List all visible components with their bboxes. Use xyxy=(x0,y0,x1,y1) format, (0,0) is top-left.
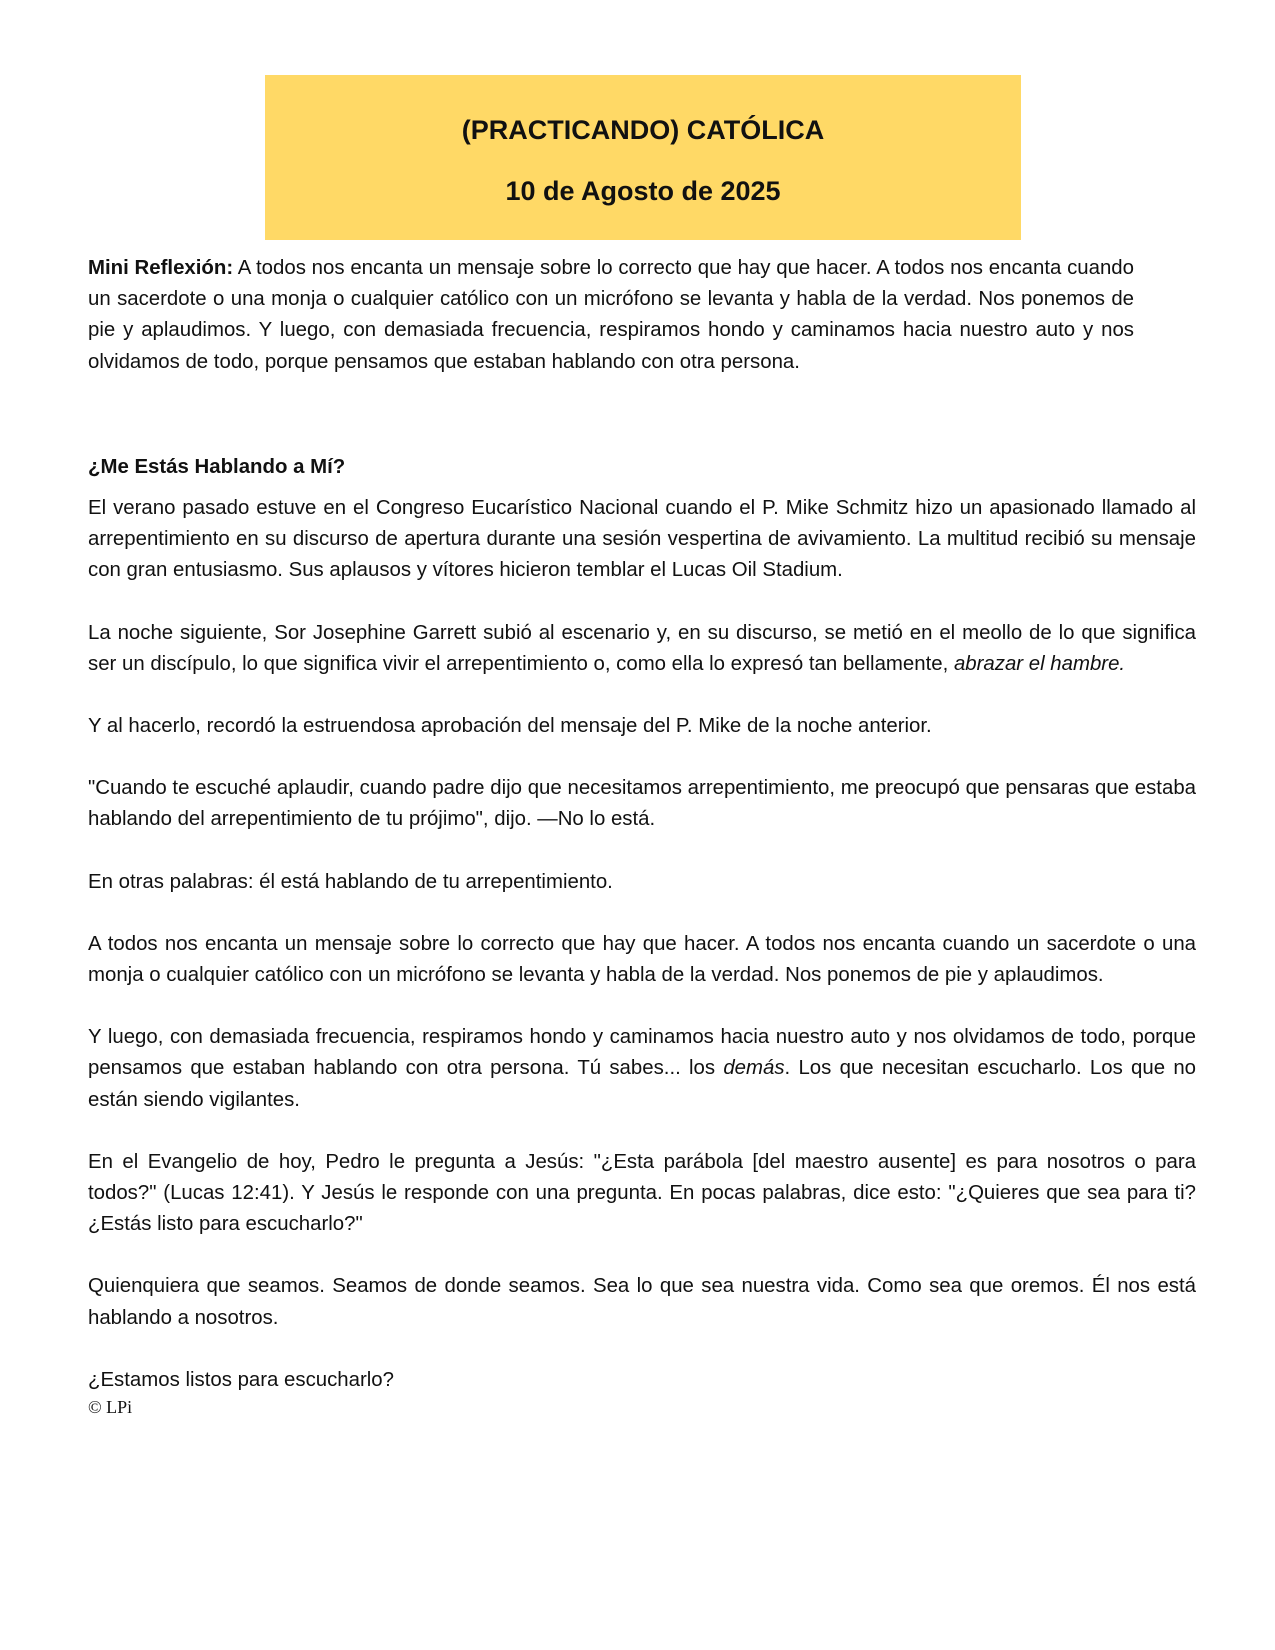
document-body xyxy=(88,253,1196,1418)
article-paragraph-7 xyxy=(88,1022,1196,1116)
spacer xyxy=(88,1116,1196,1147)
article-paragraph-1: El verano pasado estuve en el Congreso Eucarístico Nacional cuando el P. Mike Schmitz hizo un apasionado llamado al arrepentimiento en su discurso de apertura durante una sesión vespertina de avivamiento. La multitud recibió su mensaje con gran entusiasmo. Sus aplausos y vítores hicieron temblar el Lucas Oil Stadium. xyxy=(88,497,1196,582)
article-heading: ¿Me Estás Hablando a Mí? xyxy=(88,455,346,478)
article-paragraph-3: Y al hacerlo, recordó la estruendosa aprobación del mensaje del P. Mike de la noche anterior. xyxy=(88,715,932,738)
spacer xyxy=(88,898,1196,929)
paragraph-7-text-after: . Los que necesitan escucharlo. Los que no están siendo vigilantes. xyxy=(88,1057,1196,1111)
spacer xyxy=(88,483,1196,493)
spacer xyxy=(88,587,1196,618)
spacer xyxy=(88,680,1196,711)
page-title: (PRACTICANDO) CATÓLICA xyxy=(461,115,825,145)
mini-reflection xyxy=(88,253,1134,378)
spacer xyxy=(88,742,1196,773)
spacer xyxy=(88,1240,1196,1271)
article-paragraph-10: ¿Estamos listos para escucharlo? xyxy=(88,1368,394,1391)
paragraph-7-text-before: Y luego, con demasiada frecuencia, respiramos hondo y caminamos hacia nuestro auto y nos olvidamos de todo, porque pensamos que estaban hablando con otra persona. Tú sabes... los xyxy=(88,1026,1196,1080)
article-paragraph-6: A todos nos encanta un mensaje sobre lo correcto que hay que hacer. A todos nos encanta cuando un sacerdote o una monja o cualquier católico con un micrófono se levanta y habla de la verdad. Nos ponemos de pie y aplaudimos. xyxy=(88,932,1196,987)
spacer xyxy=(88,1334,1196,1365)
mini-reflection-text: A todos nos encanta un mensaje sobre lo correcto que hay que hacer. A todos nos encanta cuando un sacerdote o una monja o cualquier católico con un micrófono se levanta y habla de la verdad. Nos ponemos de pie y aplaudimos. Y luego, con demasiada frecuencia, respiramos hondo y caminamos hacia nuestro auto y nos olvidamos de todo, porque pensamos que estaban hablando con otra persona. xyxy=(88,257,1134,373)
title-banner xyxy=(265,75,1021,240)
paragraph-7-italic: demás xyxy=(723,1057,785,1080)
paragraph-2-text: La noche siguiente, Sor Josephine Garrett subió al escenario y, en su discurso, se metió en el meollo de lo que significa ser un discípulo, lo que significa vivir el arrepentimiento o, como ella lo expresó tan bellamente, xyxy=(88,621,1196,675)
article-paragraph-9: Quienquiera que seamos. Seamos de donde seamos. Sea lo que sea nuestra vida. Como sea que oremos. Él nos está hablando a nosotros. xyxy=(88,1275,1196,1329)
spacer xyxy=(88,378,1196,452)
spacer xyxy=(88,991,1196,1022)
spacer xyxy=(88,836,1196,867)
article-paragraph-8: En el Evangelio de hoy, Pedro le pregunta a Jesús: "¿Esta parábola [del maestro ausente] es para nosotros o para todos?" (Lucas 12:41). Y Jesús le responde con una pregunta. En pocas palabras, dice esto: "¿Quieres que sea para ti? ¿Estás listo para escucharlo?" xyxy=(88,1150,1196,1236)
mini-reflection-label: Mini Reflexión: xyxy=(88,257,234,279)
article-paragraph-2 xyxy=(88,618,1196,680)
article-paragraph-5: En otras palabras: él está hablando de tu arrepentimiento. xyxy=(88,870,613,893)
paragraph-2-italic: abrazar el hambre. xyxy=(953,652,1126,675)
copyright-notice: © LPi xyxy=(88,1397,133,1418)
page-date: 10 de Agosto de 2025 xyxy=(505,176,781,206)
article-paragraph-4: "Cuando te escuché aplaudir, cuando padre dijo que necesitamos arrepentimiento, me preocupó que pensaras que estaba hablando del arrepentimiento de tu prójimo", dijo. —No lo está. xyxy=(88,777,1196,831)
